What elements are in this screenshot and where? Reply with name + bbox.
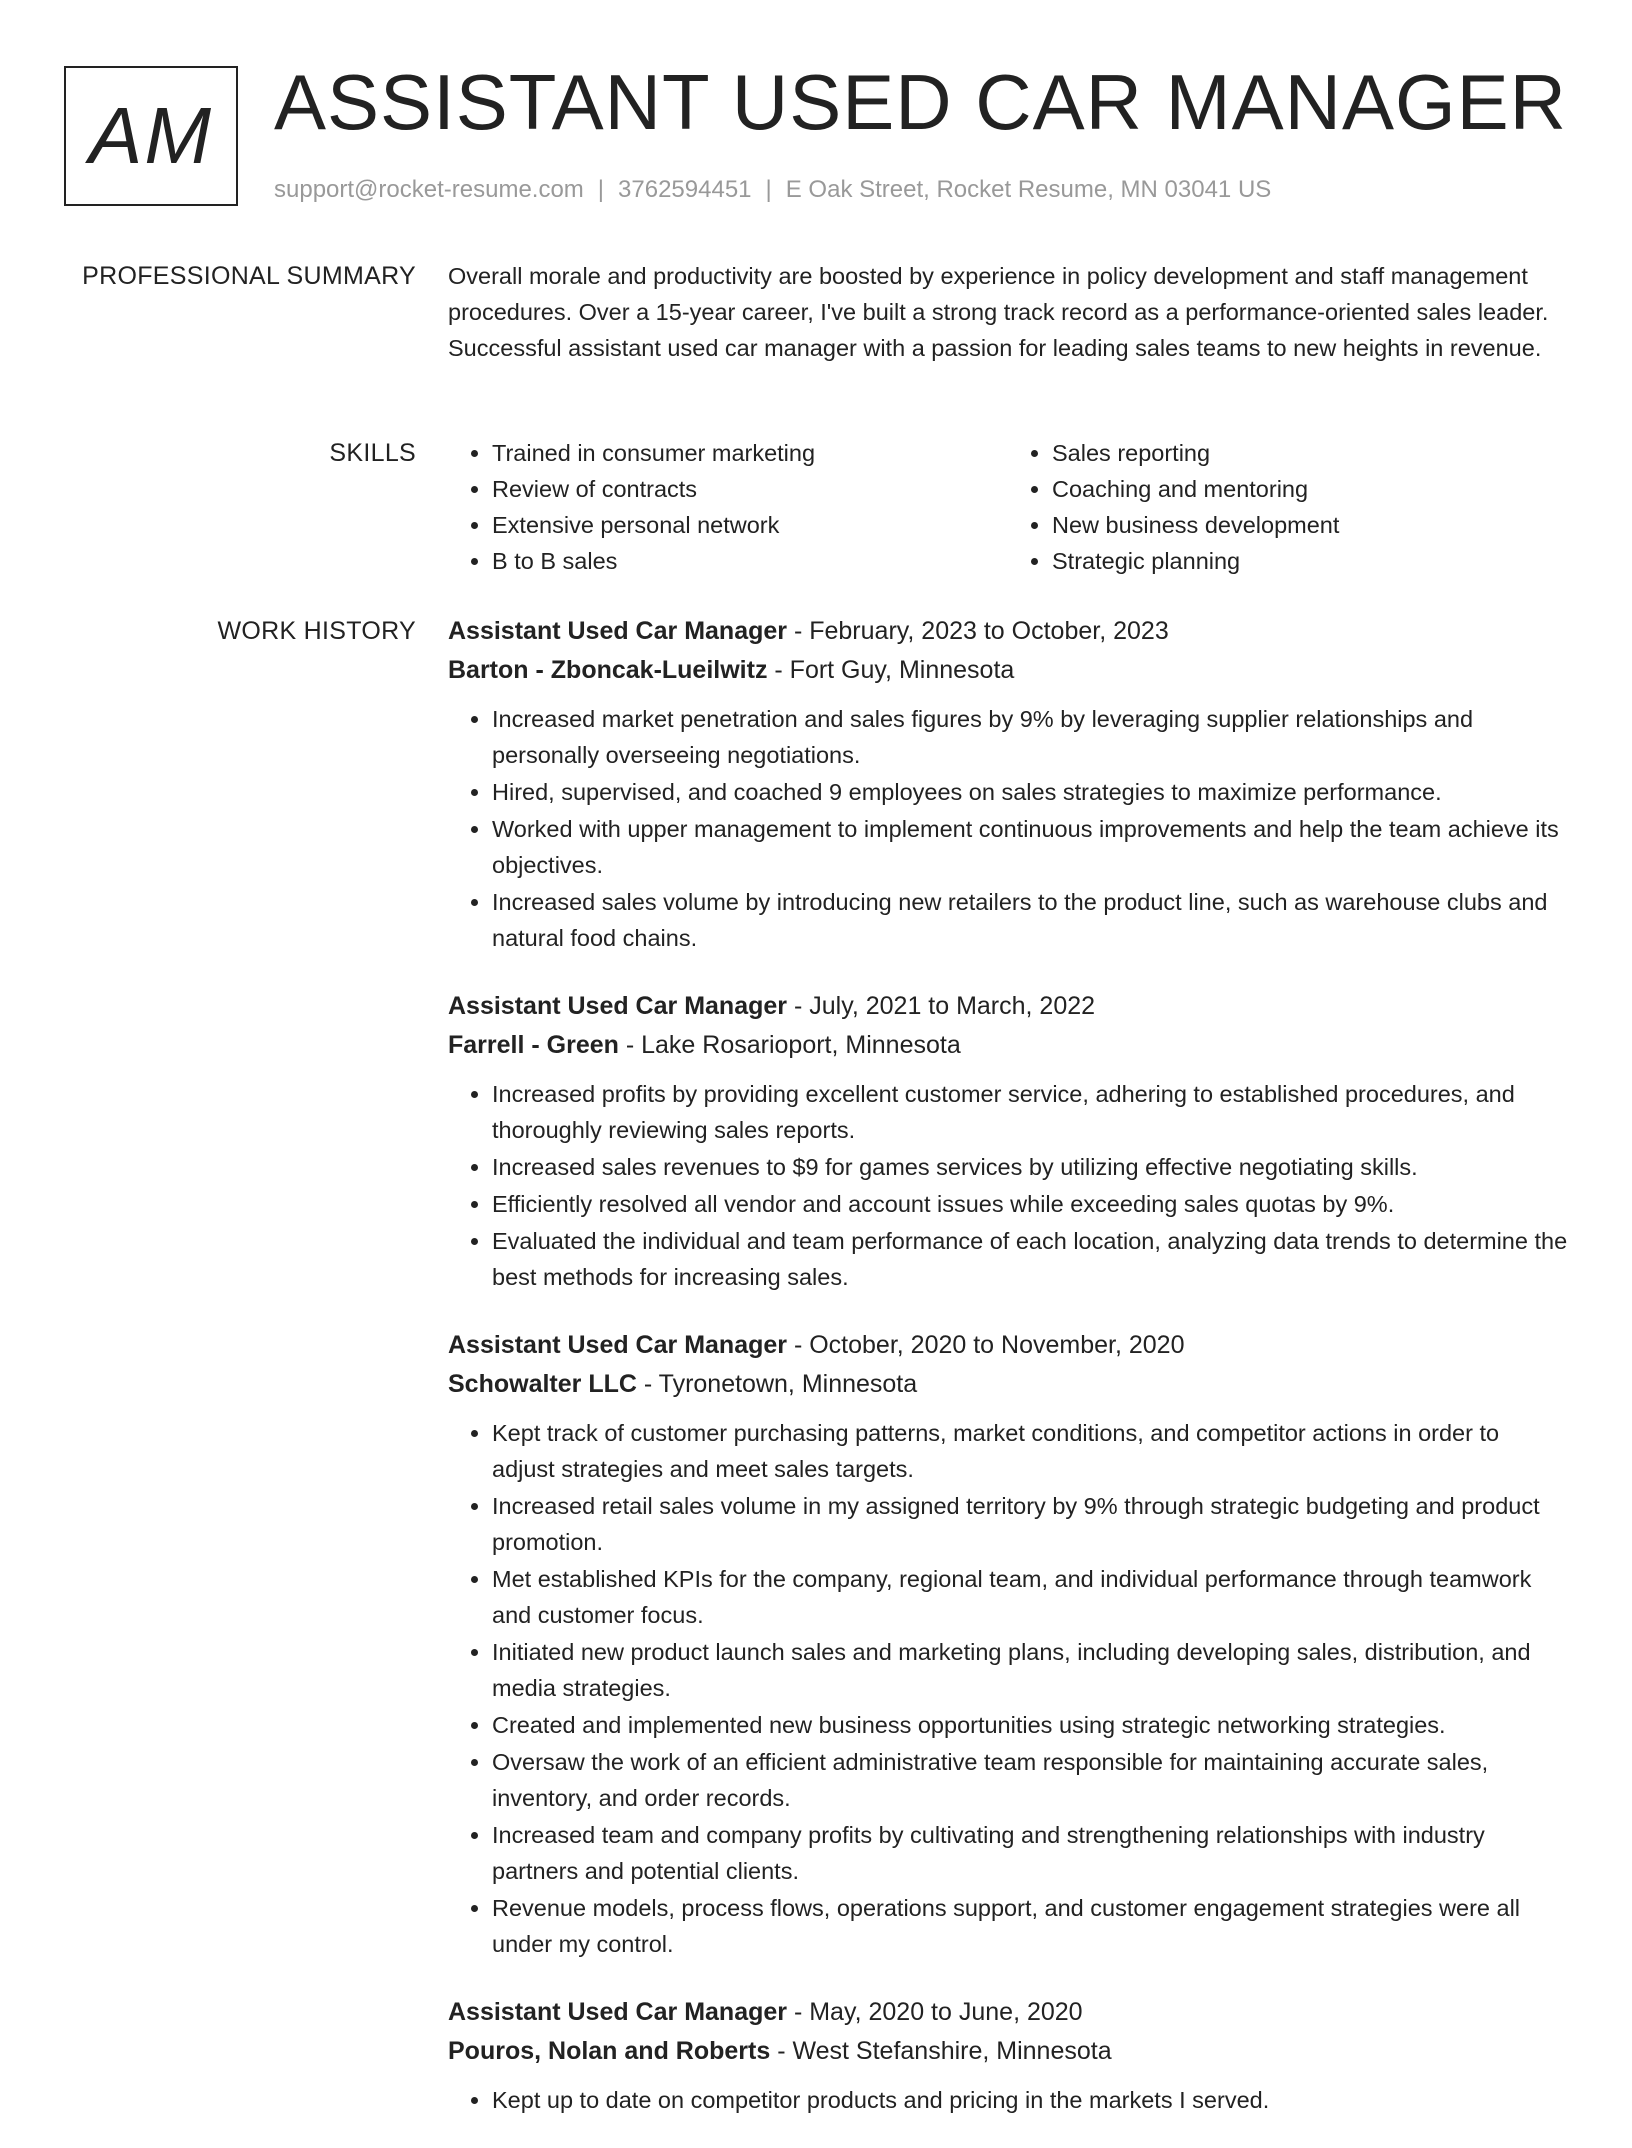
job-location: - West Stefanshire, Minnesota: [770, 2037, 1112, 2065]
job-heading: [448, 1325, 1568, 1365]
contact-line: [274, 176, 1271, 204]
job-bullets: [448, 2082, 1568, 2118]
skill-item: • Coaching and mentoring: [1052, 471, 1568, 507]
job-employer: [448, 1026, 1568, 1064]
skill-item: • Extensive personal network: [492, 507, 1008, 543]
job-title: Assistant Used Car Manager: [448, 992, 788, 1020]
job-bullet: • Increased retail sales volume in my assigned territory by 9% through strategic budgeting and product promotion.: [492, 1488, 1568, 1560]
job-dates: - February, 2023 to October, 2023: [787, 617, 1169, 645]
skill-item: • New business development: [1052, 507, 1568, 543]
job-entry: [448, 611, 1568, 956]
skills-grid: [448, 435, 1568, 579]
skill-item: • Trained in consumer marketing: [492, 435, 1008, 471]
contact-email: support@rocket-resume.com: [274, 176, 584, 203]
skills-column-right: [1008, 435, 1568, 579]
job-bullet: • Met established KPIs for the company, regional team, and individual performance through teamwork and customer focus.: [492, 1561, 1568, 1633]
job-employer: [448, 1365, 1568, 1403]
job-bullet: • Worked with upper management to implement continuous improvements and help the team achieve its objectives.: [492, 811, 1568, 883]
job-location: - Fort Guy, Minnesota: [767, 656, 1015, 684]
summary-body: [448, 258, 1568, 366]
skill-item: • B to B sales: [492, 543, 1008, 579]
job-bullets: [448, 1076, 1568, 1295]
job-dates: - July, 2021 to March, 2022: [787, 992, 1096, 1020]
job-bullet: • Kept up to date on competitor products and pricing in the markets I served.: [492, 2082, 1568, 2118]
job-heading: [448, 611, 1568, 651]
job-company: Farrell - Green: [448, 1031, 619, 1059]
skill-item: • Review of contracts: [492, 471, 1008, 507]
job-bullet: • Evaluated the individual and team performance of each location, analyzing data trends to determine the best methods for increasing sales.: [492, 1223, 1568, 1295]
skill-item: • Sales reporting: [1052, 435, 1568, 471]
contact-address: E Oak Street, Rocket Resume, MN 03041 US: [785, 176, 1272, 203]
section-title-skills: SKILLS: [329, 439, 416, 467]
skills-column-left: [448, 435, 1008, 579]
job-bullet: • Created and implemented new business opportunities using strategic networking strategies.: [492, 1707, 1568, 1743]
job-title: Assistant Used Car Manager: [448, 1998, 788, 2026]
contact-separator: |: [597, 176, 605, 203]
job-company: Schowalter LLC: [448, 1370, 637, 1398]
section-title-work-history: WORK HISTORY: [217, 617, 416, 645]
job-bullet: • Increased team and company profits by cultivating and strengthening relationships with industry partners and potential clients.: [492, 1817, 1568, 1889]
job-location: - Lake Rosarioport, Minnesota: [618, 1031, 961, 1059]
job-employer: [448, 2032, 1568, 2070]
job-title: Assistant Used Car Manager: [448, 617, 788, 645]
job-bullet: • Increased sales revenues to $9 for games services by utilizing effective negotiating skills.: [492, 1149, 1568, 1185]
job-company: Pouros, Nolan and Roberts: [448, 2037, 771, 2065]
summary-text: Overall morale and productivity are boosted by experience in policy development and staff management procedures. Over a 15-year career, I've built a strong track record as a performance-oriented sales leader. Successful assistant used car manager with a passion for leading sales teams to new heights in revenue.: [448, 263, 1549, 361]
job-bullets: [448, 701, 1568, 956]
job-bullet: • Initiated new product launch sales and marketing plans, including developing sales, distribution, and media strategies.: [492, 1634, 1568, 1706]
skills-body: [448, 435, 1568, 579]
job-bullet: • Increased market penetration and sales figures by 9% by leveraging supplier relationships and personally overseeing negotiations.: [492, 701, 1568, 773]
job-bullet: • Revenue models, process flows, operations support, and customer engagement strategies were all under my control.: [492, 1890, 1568, 1962]
job-location: - Tyronetown, Minnesota: [636, 1370, 918, 1398]
work-history-body: [448, 611, 1568, 2148]
section-title-summary: PROFESSIONAL SUMMARY: [82, 262, 416, 290]
monogram: AM: [64, 66, 238, 206]
job-bullets: [448, 1415, 1568, 1962]
job-dates: - May, 2020 to June, 2020: [787, 1998, 1083, 2026]
job-entry: [448, 1325, 1568, 1962]
job-employer: [448, 651, 1568, 689]
job-entry: [448, 986, 1568, 1295]
job-bullet: • Kept track of customer purchasing patterns, market conditions, and competitor actions in order to adjust strategies and meet sales targets.: [492, 1415, 1568, 1487]
job-bullet: • Oversaw the work of an efficient administrative team responsible for maintaining accurate sales, inventory, and order records.: [492, 1744, 1568, 1816]
job-heading: [448, 1992, 1568, 2032]
job-company: Barton - Zboncak-Lueilwitz: [448, 656, 768, 684]
job-bullet: • Increased sales volume by introducing new retailers to the product line, such as warehouse clubs and natural food chains.: [492, 884, 1568, 956]
contact-separator: |: [765, 176, 772, 203]
job-entry: [448, 1992, 1568, 2118]
job-bullet: • Hired, supervised, and coached 9 employees on sales strategies to maximize performance.: [492, 774, 1568, 810]
job-bullet: • Increased profits by providing excellent customer service, adhering to established procedures, and thoroughly reviewing sales reports.: [492, 1076, 1568, 1148]
job-dates: - October, 2020 to November, 2020: [787, 1331, 1185, 1359]
job-heading: [448, 986, 1568, 1026]
job-title: Assistant Used Car Manager: [448, 1331, 788, 1359]
job-bullet: • Efficiently resolved all vendor and account issues while exceeding sales quotas by 9%.: [492, 1186, 1568, 1222]
resume-title: ASSISTANT USED CAR MANAGER: [274, 58, 1568, 146]
skill-item: • Strategic planning: [1052, 543, 1568, 579]
contact-phone: 3762594451: [618, 176, 752, 203]
